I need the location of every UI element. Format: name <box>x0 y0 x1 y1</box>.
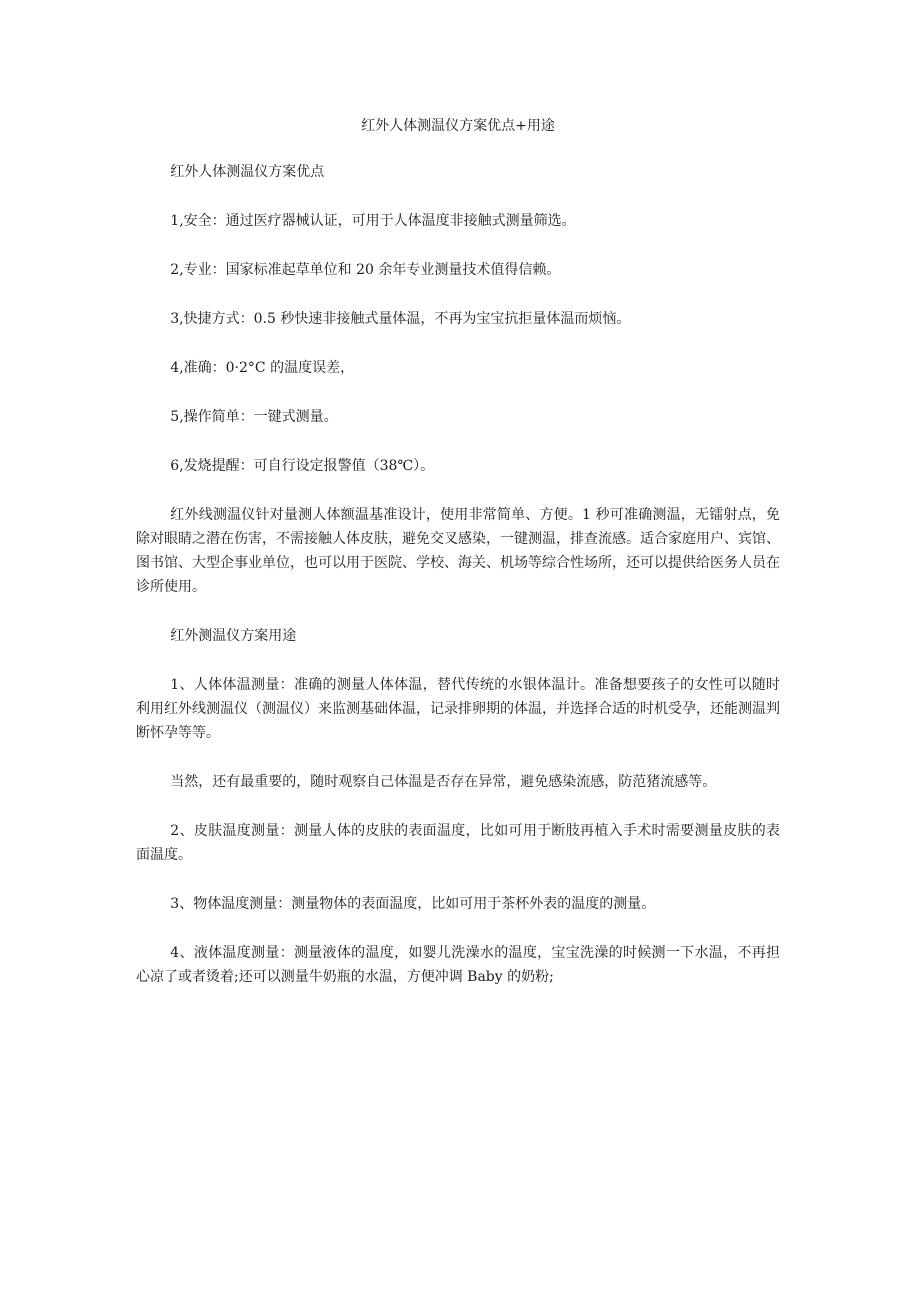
use-item-liquid-temperature: 4、液体温度测量：测量液体的温度，如婴儿洗澡水的温度，宝宝洗澡的时候测一下水温，不再担心凉了或者烫着;还可以测量牛奶瓶的水温，方便冲调 Baby 的奶粉; <box>136 945 780 985</box>
document-body <box>136 115 780 1014</box>
advantage-item-simple-operation: 5,操作简单：一键式测量。 <box>170 409 338 425</box>
use-item-skin-temperature: 2、皮肤温度测量：测量人体的皮肤的表面温度，比如可用于断肢再植入手术时需要测量皮肤的表面温度。 <box>136 823 780 863</box>
advantage-item-fever-alarm: 6,发烧提醒：可自行设定报警值（38℃）。 <box>170 458 435 474</box>
document-title: 红外人体测温仪方案优点+用途 <box>361 118 555 134</box>
use-item-body-temperature: 1、人体体温测量：准确的测量人体体温，替代传统的水银体温计。准备想要孩子的女性可以随时利用红外线测温仪（测温仪）来监测基础体温，记录排卵期的体温，并选择合适的时机受孕，还能测温判断怀孕等等。 <box>136 677 780 741</box>
use-item-body-temperature-note: 当然，还有最重要的，随时观察自己体温是否存在异常，避免感染流感，防范猪流感等。 <box>170 774 717 790</box>
intro-paragraph: 红外线测温仪针对量测人体额温基准设计，使用非常简单、方便。1 秒可准确测温，无镭射点，免除对眼睛之潜在伤害，不需接触人体皮肤，避免交叉感染，一键测温，排查流感。适合家庭用户、宾馆、图书馆、大型企事业单位，也可以用于医院、学校、海关、机场等综合性场所，还可以提供给医务人员在诊所使用。 <box>136 507 780 595</box>
advantage-item-accuracy: 4,准确：0·2°C 的温度误差， <box>170 360 355 376</box>
section-heading-advantages: 红外人体测温仪方案优点 <box>170 164 325 180</box>
use-item-object-temperature: 3、物体温度测量：测量物体的表面温度，比如可用于茶杯外表的温度的测量。 <box>170 896 656 912</box>
section-heading-uses: 红外测温仪方案用途 <box>170 628 297 644</box>
advantage-item-safety: 1,安全：通过医疗器械认证，可用于人体温度非接触式测量筛选。 <box>170 213 576 229</box>
advantage-item-fast: 3,快捷方式：0.5 秒快速非接触式量体温，不再为宝宝抗拒量体温而烦恼。 <box>170 311 631 327</box>
advantage-item-professional: 2,专业：国家标准起草单位和 20 余年专业测量技术值得信赖。 <box>170 262 561 278</box>
